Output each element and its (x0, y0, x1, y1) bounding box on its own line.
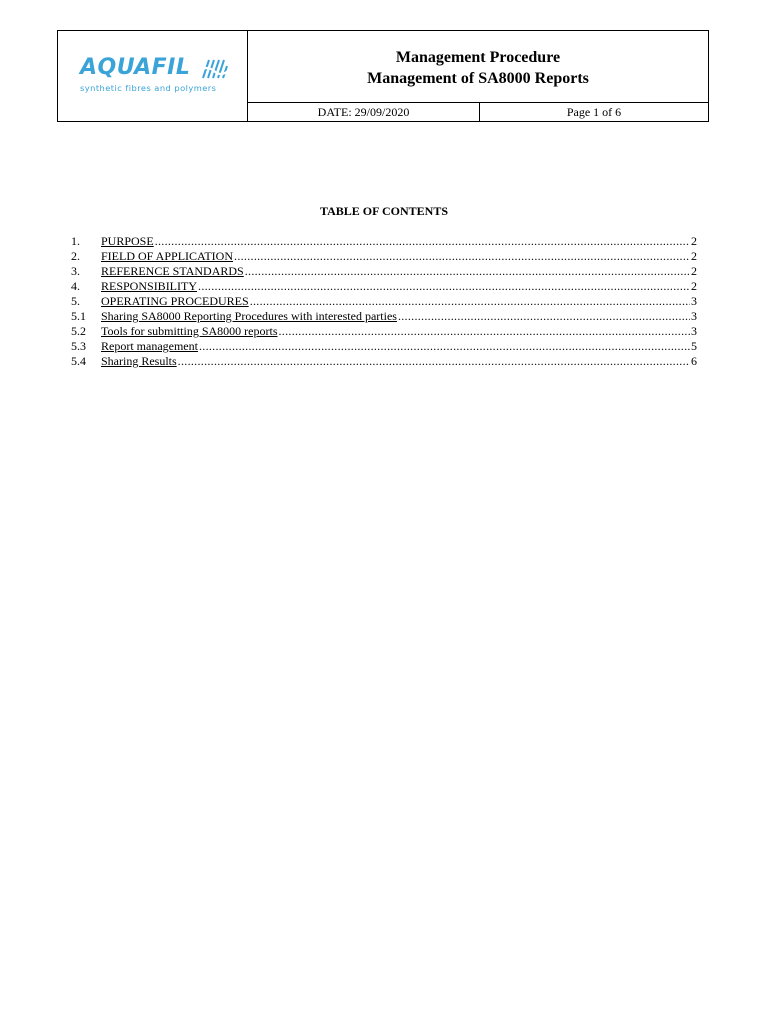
toc-leader (279, 324, 691, 339)
toc-item-number: 5. (71, 294, 80, 308)
toc-page-number: 2 (691, 234, 697, 248)
toc-item-number: 5.2 (71, 324, 86, 338)
toc-leader (245, 264, 690, 279)
toc-item-number: 4. (71, 279, 80, 293)
toc-page-number: 3 (691, 324, 697, 338)
toc-link-tools-for-submitting[interactable]: Tools for submitting SA8000 reports (101, 324, 278, 338)
toc-page-number: 2 (691, 249, 697, 263)
toc-leader (199, 339, 690, 354)
toc-leader (155, 234, 690, 249)
toc-leader (250, 294, 690, 309)
toc-leader (198, 279, 690, 294)
aquafil-logo (78, 55, 230, 99)
toc-link-operating-procedures[interactable]: OPERATING PROCEDURES (101, 294, 249, 308)
logo-wordmark: AQUAFIL (80, 55, 191, 80)
toc-link-responsibility[interactable]: RESPONSIBILITY (101, 279, 198, 293)
toc-page-number: 3 (691, 294, 697, 308)
title-cell (248, 31, 708, 103)
table-of-contents (71, 234, 697, 369)
logo-tagline: synthetic fibres and polymers (80, 83, 217, 93)
toc-heading: TABLE OF CONTENTS (319, 204, 449, 218)
toc-item-number: 5.4 (71, 354, 86, 368)
toc-leader (234, 249, 690, 264)
toc-item (71, 264, 697, 279)
toc-link-reference-standards[interactable]: REFERENCE STANDARDS (101, 264, 244, 278)
toc-link-field-of-application[interactable]: FIELD OF APPLICATION (101, 249, 234, 263)
toc-link-sharing-procedures[interactable]: Sharing SA8000 Reporting Procedures with interested parties (101, 309, 397, 323)
toc-link-report-management[interactable]: Report management (101, 339, 198, 353)
toc-item-number: 2. (71, 249, 80, 263)
toc-item (71, 294, 697, 309)
toc-link-purpose[interactable]: PURPOSE (101, 234, 154, 248)
logo-cell (58, 31, 248, 121)
toc-link-sharing-results[interactable]: Sharing Results (101, 354, 177, 368)
toc-item-number: 5.3 (71, 339, 86, 353)
toc-item (71, 309, 697, 324)
toc-item (71, 279, 697, 294)
toc-page-number: 3 (691, 309, 697, 323)
document-date: DATE: 29/09/2020 (248, 103, 480, 121)
toc-item (71, 354, 697, 369)
toc-item (71, 324, 697, 339)
toc-item (71, 234, 697, 249)
document-type: Management Procedure (395, 49, 561, 66)
wave-logo-icon (200, 59, 228, 79)
toc-item-number: 1. (71, 234, 80, 248)
toc-item-number: 5.1 (71, 309, 86, 323)
toc-page-number: 6 (691, 354, 697, 368)
toc-leader (398, 309, 690, 324)
toc-item (71, 339, 697, 354)
toc-page-number: 5 (691, 339, 697, 353)
document-header (57, 30, 709, 122)
toc-page-number: 2 (691, 264, 697, 278)
document-title: Management of SA8000 Reports (367, 70, 589, 87)
toc-page-number: 2 (691, 279, 697, 293)
toc-item-number: 3. (71, 264, 80, 278)
toc-item (71, 249, 697, 264)
page-number: Page 1 of 6 (566, 105, 622, 119)
toc-leader (178, 354, 690, 369)
